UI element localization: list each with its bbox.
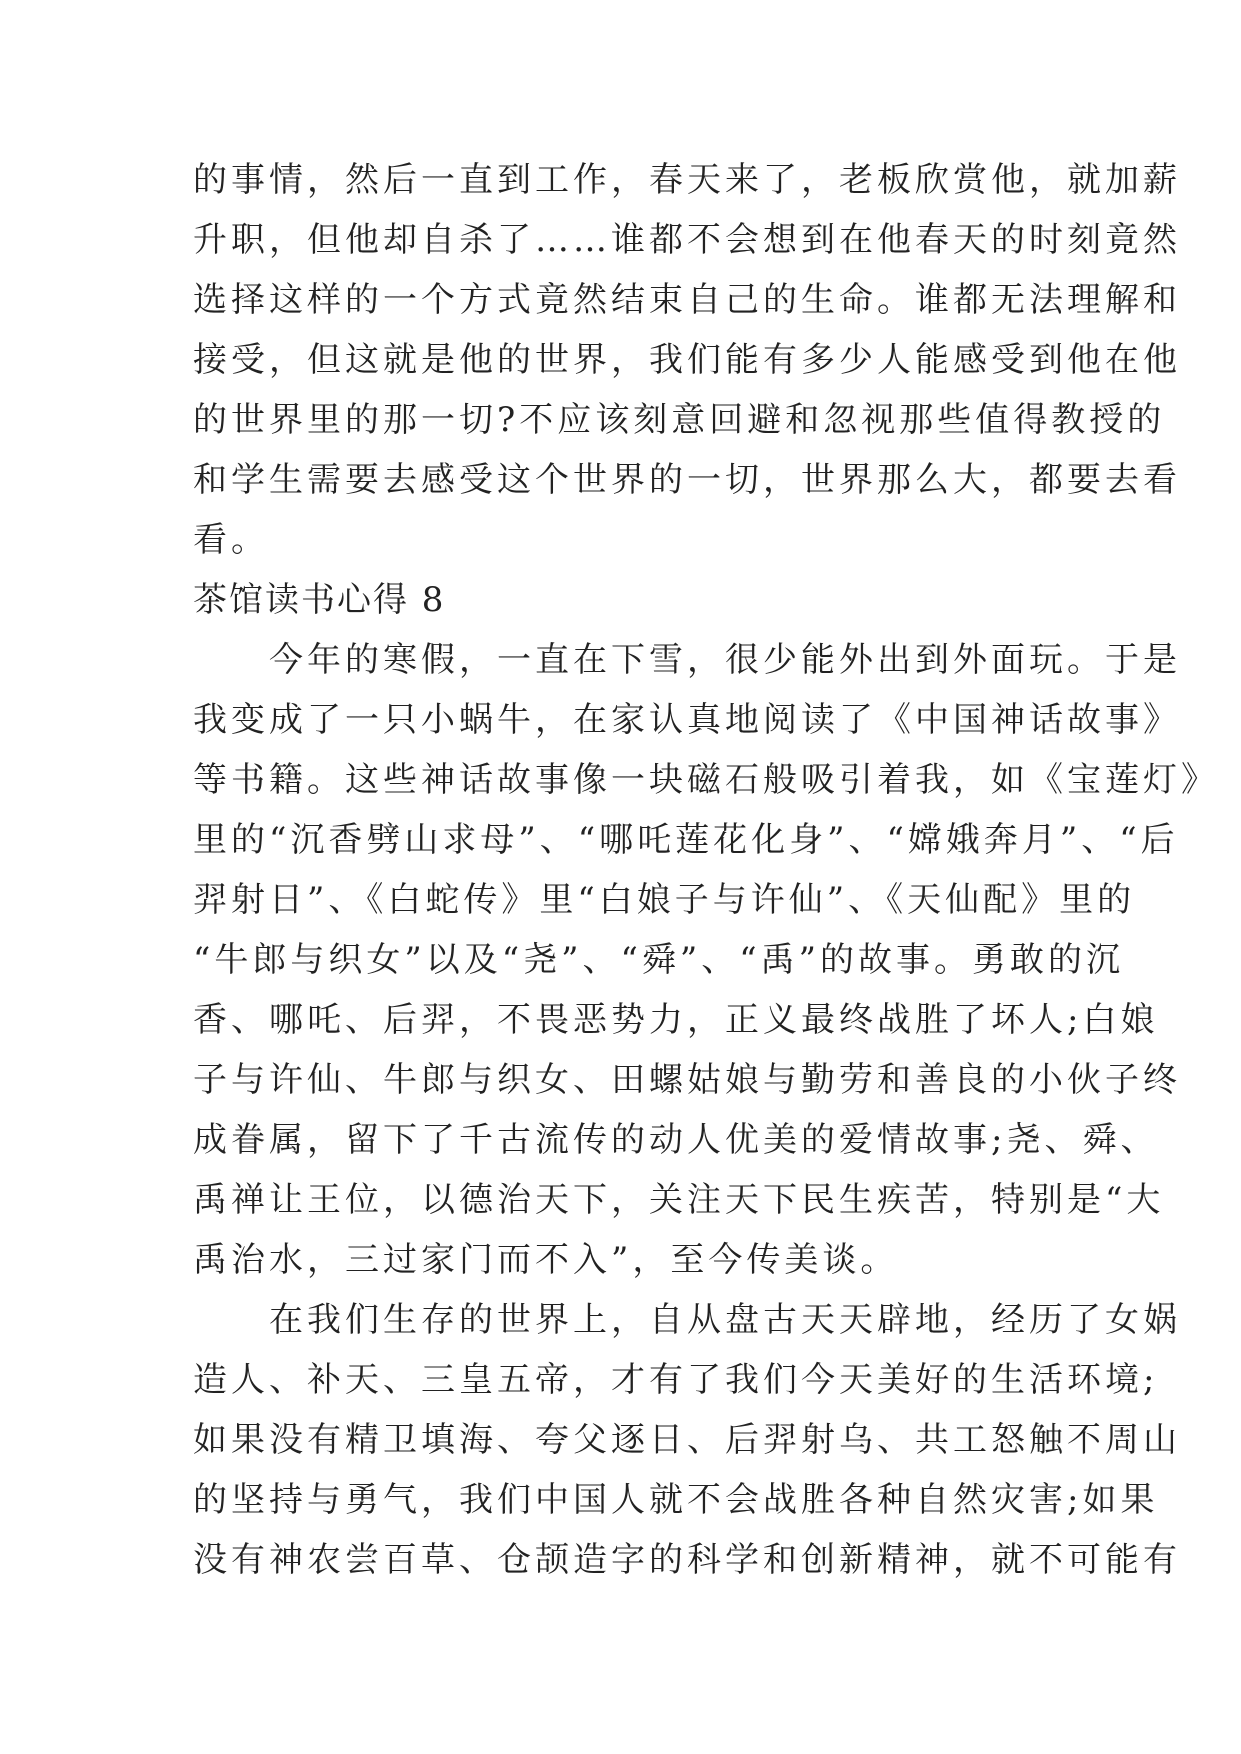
section-title: 茶馆读书心得 8 bbox=[193, 580, 446, 620]
text-line: 羿射日”、《白蛇传》里“白娘子与许仙”、《天仙配》里的 bbox=[193, 880, 1136, 920]
text-line: 禹治水，三过家门而不入”，至今传美谈。 bbox=[193, 1240, 899, 1280]
text-line: 香、哪吒、后羿，不畏恶势力，正义最终战胜了坏人;白娘 bbox=[193, 1000, 1159, 1040]
text-line: 在我们生存的世界上，自从盘古天天辟地，经历了女娲 bbox=[193, 1300, 1181, 1340]
text-line: 看。 bbox=[193, 520, 269, 560]
text-line: 今年的寒假，一直在下雪，很少能外出到外面玩。于是 bbox=[193, 640, 1181, 680]
text-line: 造人、补天、三皇五帝，才有了我们今天美好的生活环境; bbox=[193, 1360, 1159, 1400]
text-line: 禹禅让王位，以德治天下，关注天下民生疾苦，特别是“大 bbox=[193, 1180, 1165, 1220]
text-line: 成眷属，留下了千古流传的动人优美的爱情故事;尧、舜、 bbox=[193, 1120, 1159, 1160]
text-line: 我变成了一只小蜗牛，在家认真地阅读了《中国神话故事》 bbox=[193, 700, 1181, 740]
paragraph-2 bbox=[193, 630, 1219, 1290]
text-line: 升职，但他却自杀了……谁都不会想到在他春天的时刻竟然 bbox=[193, 220, 1181, 260]
text-line: 选择这样的一个方式竟然结束自己的生命。谁都无法理解和 bbox=[193, 280, 1181, 320]
document-body bbox=[193, 150, 1219, 1590]
text-line: 接受，但这就是他的世界，我们能有多少人能感受到他在他 bbox=[193, 340, 1181, 380]
text-line: 和学生需要去感受这个世界的一切，世界那么大，都要去看 bbox=[193, 460, 1181, 500]
text-line: 没有神农尝百草、仓颉造字的科学和创新精神，就不可能有 bbox=[193, 1540, 1181, 1580]
text-line: 子与许仙、牛郎与织女、田螺姑娘与勤劳和善良的小伙子终 bbox=[193, 1060, 1181, 1100]
text-line: 等书籍。这些神话故事像一块磁石般吸引着我，如《宝莲灯》 bbox=[193, 760, 1219, 800]
text-line: 如果没有精卫填海、夸父逐日、后羿射乌、共工怒触不周山 bbox=[193, 1420, 1181, 1460]
text-line: 的坚持与勇气，我们中国人就不会战胜各种自然灾害;如果 bbox=[193, 1480, 1159, 1520]
text-line: 里的“沉香劈山求母”、“哪吒莲花化身”、“嫦娥奔月”、“后 bbox=[193, 820, 1179, 860]
paragraph-3 bbox=[193, 1290, 1181, 1590]
text-line: 的世界里的那一切?不应该刻意回避和忽视那些值得教授的 bbox=[193, 400, 1166, 440]
text-line: “牛郎与织女”以及“尧”、“舜”、“禹”的故事。勇敢的沉 bbox=[193, 940, 1125, 980]
paragraph-1 bbox=[193, 150, 1181, 570]
text-line: 的事情，然后一直到工作，春天来了，老板欣赏他，就加薪 bbox=[193, 160, 1181, 200]
